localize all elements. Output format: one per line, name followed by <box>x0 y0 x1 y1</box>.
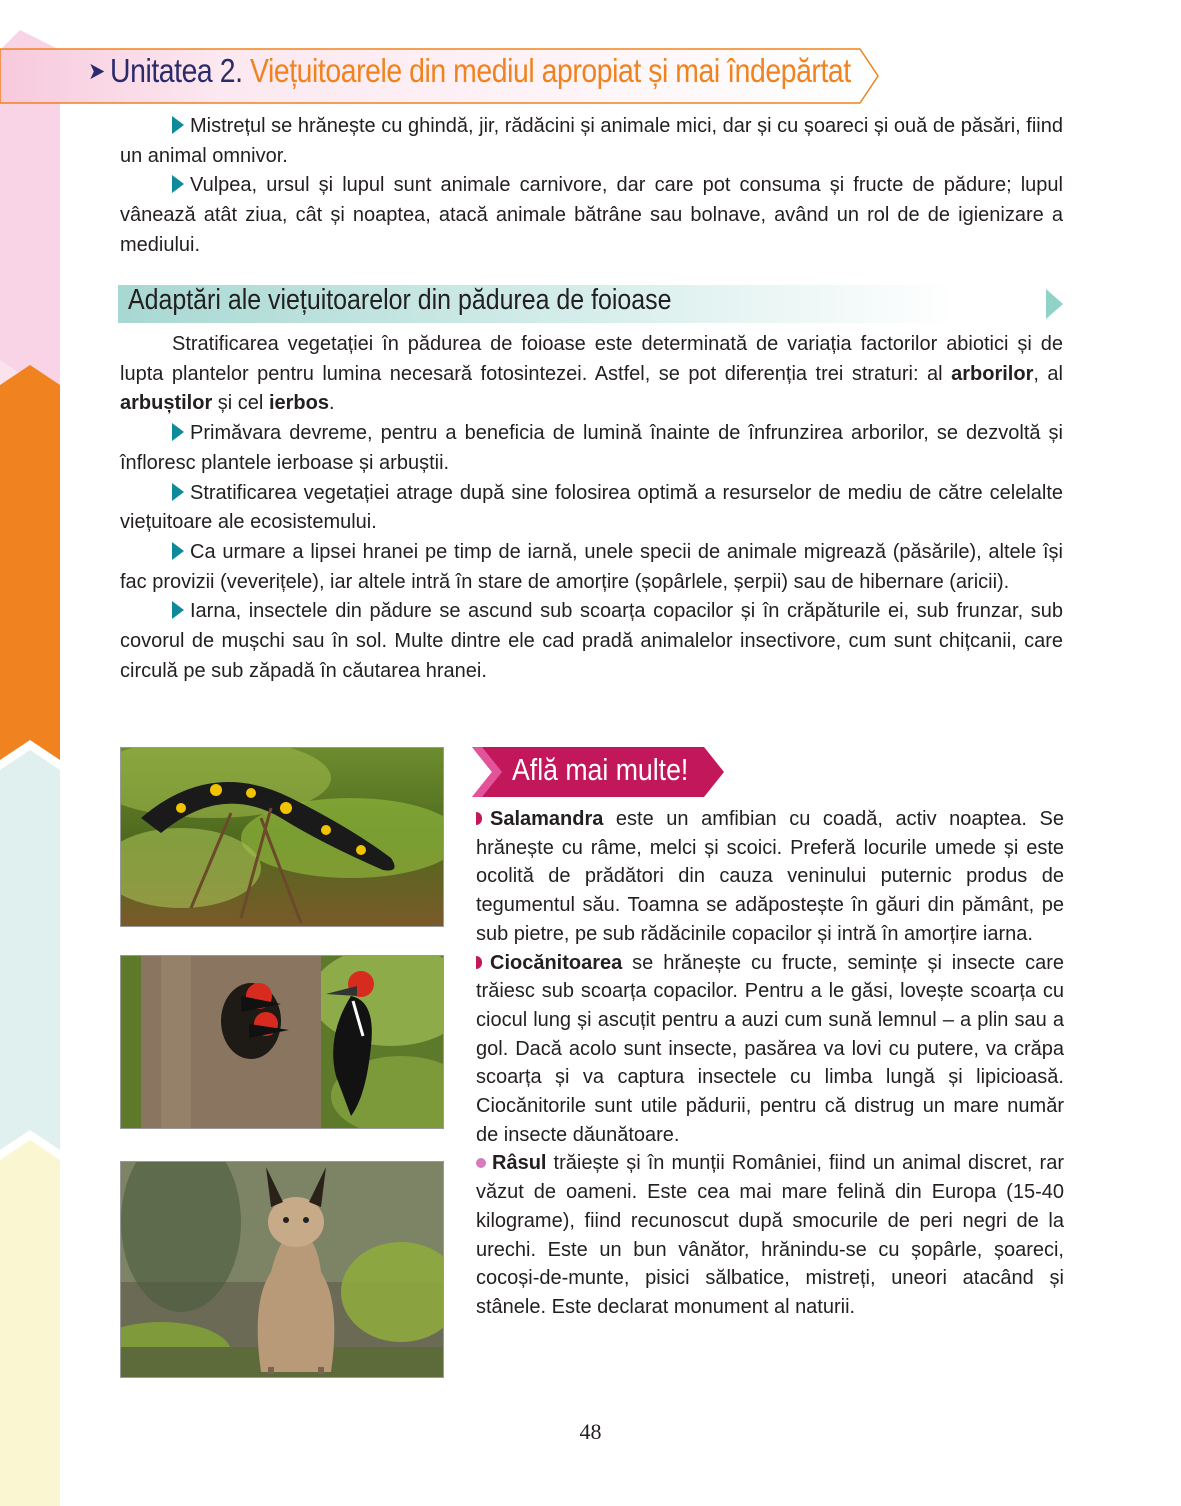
teal-arrow-icon <box>172 116 184 134</box>
teal-arrow-icon <box>172 601 184 619</box>
section-title: Adaptări ale viețuitoarelor din pădurea de foioase <box>128 284 672 316</box>
section-bullet: Primăvara devreme, pentru a beneficia de lumină înainte de înfrunzirea arborilor, se dezvoltă și înfloresc plantele ierboase și arbuștii. <box>120 422 1063 474</box>
section-bullet: Stratificarea vegetației atrage după sine folosirea optimă a resurselor de mediu de către celelalte viețuitoare ale ecosistemului. <box>120 481 1063 534</box>
salamander-photo <box>120 747 444 927</box>
unit-title: Viețuitoarele din mediul apropiat și mai îndepărtat <box>250 52 851 89</box>
page-number: 48 <box>579 1419 602 1444</box>
intro-paragraph: Vulpea, ursul și lupul sunt animale carnivore, dar care pot consuma și fructe de pădure; lupul vânează atât ziua, cât și noaptea, atacă animale bătrâne sau bolnave, având un rol de de igienizare a mediului. <box>120 174 1063 256</box>
fact-salamandra: Salamandra este un amfibian cu coadă, activ noaptea. Se hrănește cu râme, melci și scoici. Preferă locurile umede și este ocolită de prădători din cauza veninului puternic produs de tegumentul său. Toamna se adăpostește în găuri din pământ, pe sub pietre, pe sub rădăcinile copacilor și intră în amorțire iarna. <box>476 808 1064 945</box>
header-arrow-icon: ➤ <box>88 58 105 85</box>
lynx-photo <box>120 1161 444 1378</box>
learn-more-text <box>476 805 1064 1322</box>
dot-icon <box>476 1158 486 1168</box>
unit-label: Unitatea 2. <box>110 52 243 89</box>
header-title <box>88 52 851 90</box>
section-text <box>120 330 1063 686</box>
teal-arrow-icon <box>172 175 184 193</box>
half-circle-icon <box>476 812 482 825</box>
teal-arrow-icon <box>172 423 184 441</box>
section-bullet: Ca urmare a lipsei hranei pe timp de iarnă, unele specii de animale migrează (păsările), altele își fac provizii (veverițele), iar altele intră în stare de amorțire (șopârlele, șerpii) sau de hibernare (aricii). <box>120 540 1063 593</box>
half-circle-icon <box>476 956 482 969</box>
intro-text <box>120 112 1063 261</box>
section-lead: Stratificarea vegetației în pădurea de foioase este determinată de variația factorilor abiotici și de lupta plantelor pentru lumina necesară fotosintezei. Astfel, se pot diferenția trei straturi: al arborilor, al arbuștilor și cel ierbos. <box>120 333 1063 415</box>
teal-arrow-icon <box>172 483 184 501</box>
fact-ciocanitoarea: Ciocănitoarea se hrănește cu fructe, semințe și insecte care trăiesc sub scoarța copacilor. Pentru a le găsi, lovește scoarța cu ciocul lung și ascuțit pentru a auzi cum sună lemnul – a plin sau a gol. Dacă acolo sunt insecte, pasărea va lovi cu putere, va crăpa scoarța și va captura insectele cu limba lungă și lipicioasă. Ciocănitorile sunt utile pădurii, pentru că distrug un mare număr de insecte dăunătoare. <box>476 951 1064 1146</box>
intro-paragraph: Mistrețul se hrănește cu ghindă, jir, rădăcini și animale mici, dar și cu șoareci și ouă de păsări, fiind un animal omnivor. <box>120 115 1063 167</box>
woodpecker-photo <box>120 955 444 1129</box>
learn-more-title: Află mai multe! <box>512 752 689 787</box>
side-decoration <box>0 0 60 1506</box>
teal-arrow-icon <box>172 542 184 560</box>
section-bullet: Iarna, insectele din pădure se ascund sub scoarța copacilor și în crăpăturile ei, sub frunzar, sub covorul de mușchi sau în sol. Multe dintre ele cad pradă animalelor insectivore, cum sunt chițcanii, care circulă pe sub zăpadă în căutarea hranei. <box>120 600 1063 682</box>
fact-rasul: Râsul trăiește și în munții României, fiind un animal discret, rar văzut de oameni. Este cea mai mare felină din Europa (15-40 kilograme), fiind recunoscut după smocurile de peri negri de la urechi. Este un bun vânător, hrănindu-se cu șopârle, șoareci, cocoși-de-munte, pisici sălbatice, mistreți, uneori atacând și stânele. Este declarat monument al naturii. <box>476 1152 1064 1318</box>
